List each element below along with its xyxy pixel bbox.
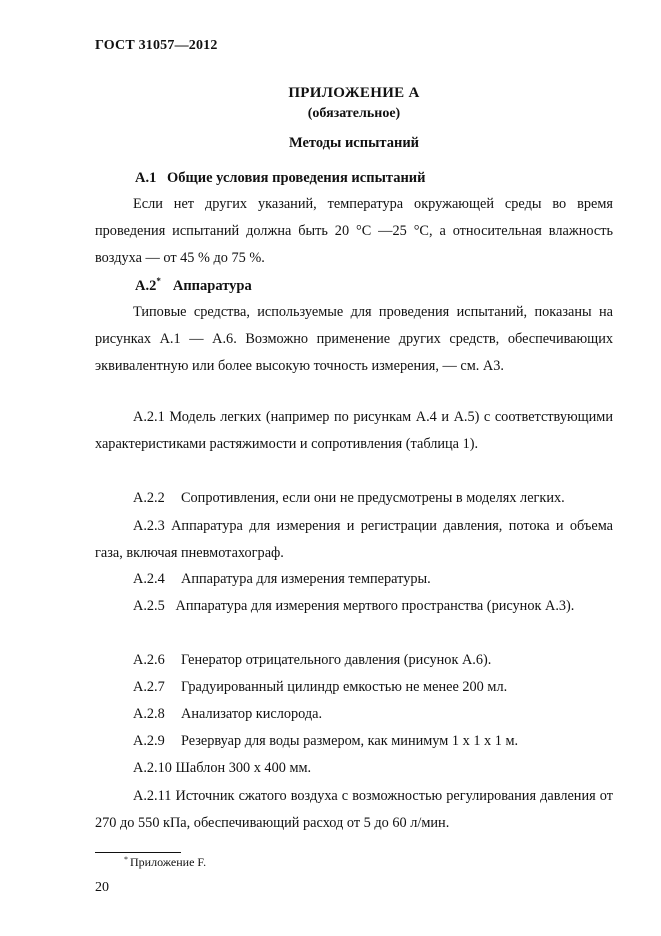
- item-a2-9-number: А.2.9: [133, 733, 165, 749]
- paragraph-a1-text: Если нет других указаний, температура окружающей среды во время проведения испытаний должна быть 20 °С —25 °С, а относительная влажность воздуха — от 45 % до 75 %.: [95, 196, 613, 266]
- item-a2-5: [95, 593, 613, 620]
- heading-a1-number: А.1: [135, 170, 157, 186]
- footnote-divider: [95, 852, 181, 853]
- item-a2-5-number: А.2.5: [133, 598, 165, 614]
- heading-a2-text: Аппаратура: [172, 278, 252, 294]
- item-a2-4-number: А.2.4: [133, 571, 165, 587]
- item-a2-3-number: А.2.3: [133, 518, 165, 534]
- footnote-reference: *: [156, 276, 161, 286]
- heading-a1-text: Общие условия проведения испытаний: [167, 170, 426, 186]
- item-a2-11-number: А.2.11: [133, 788, 172, 804]
- item-a2-6: [133, 652, 491, 669]
- item-a2-10-text: Шаблон 300 х 400 мм.: [175, 760, 312, 776]
- item-a2-9-text: Резервуар для воды размером, как минимум 1 х 1 х 1 м.: [181, 733, 519, 749]
- item-a2-11-text: Источник сжатого воздуха с возможностью регулирования давления от 270 до 550 кПа, обеспечивающий расход от 5 до 60 л/мин.: [95, 788, 614, 831]
- item-a2-1-text: Модель легких (например по рисункам А.4 и А.5) с соответствующими характеристиками растяжимости и сопротивления (таблица 1).: [95, 409, 614, 452]
- item-a2-8: [133, 706, 322, 723]
- footnote-text: Приложение F.: [130, 855, 207, 869]
- item-a2-3: [95, 513, 613, 567]
- footnote: [124, 855, 206, 870]
- item-a2-3-text: Аппаратура для измерения и регистрации давления, потока и объема газа, включая пневмотахограф.: [95, 518, 613, 561]
- item-a2-6-number: А.2.6: [133, 652, 165, 668]
- item-a2-2: [133, 490, 565, 507]
- item-a2-8-text: Анализатор кислорода.: [181, 706, 323, 722]
- page-number: 20: [95, 880, 109, 895]
- item-a2-7-number: А.2.7: [133, 679, 165, 695]
- item-a2-9: [133, 733, 518, 750]
- heading-a2-number: А.2: [135, 278, 157, 294]
- item-a2-7-text: Градуированный цилиндр емкостью не менее 200 мл.: [181, 679, 508, 695]
- item-a2-1-number: А.2.1: [133, 409, 165, 425]
- item-a2-4: [133, 571, 431, 588]
- appendix-subtitle: (обязательное): [307, 106, 401, 121]
- item-a2-2-text: Сопротивления, если они не предусмотрены в моделях легких.: [181, 490, 565, 506]
- item-a2-5-text: Аппаратура для измерения мертвого пространства (рисунок А.3).: [175, 598, 575, 614]
- heading-a2: [135, 276, 252, 295]
- item-a2-8-number: А.2.8: [133, 706, 165, 722]
- item-a2-10-number: А.2.10: [133, 760, 172, 776]
- item-a2-1: [95, 404, 613, 458]
- item-a2-6-text: Генератор отрицательного давления (рисунок А.6).: [181, 652, 492, 668]
- heading-a1: [135, 170, 426, 187]
- section-title: Методы испытаний: [288, 135, 420, 151]
- item-a2-4-text: Аппаратура для измерения температуры.: [181, 571, 431, 587]
- paragraph-a2: [95, 299, 613, 380]
- document-id: ГОСТ 31057—2012: [95, 38, 218, 53]
- item-a2-10: [133, 760, 311, 777]
- item-a2-7: [133, 679, 507, 696]
- item-a2-11: [95, 783, 613, 837]
- appendix-title: ПРИЛОЖЕНИЕ А: [288, 85, 420, 101]
- footnote-mark: *: [124, 855, 128, 864]
- paragraph-a2-text: Типовые средства, используемые для проведения испытаний, показаны на рисунках А.1 — А.6. Возможно применение других средств, обеспечивающих эквивалентную или более высокую точность измерения, — см. А3.: [95, 304, 613, 374]
- item-a2-2-number: А.2.2: [133, 490, 165, 506]
- paragraph-a1: [95, 191, 613, 272]
